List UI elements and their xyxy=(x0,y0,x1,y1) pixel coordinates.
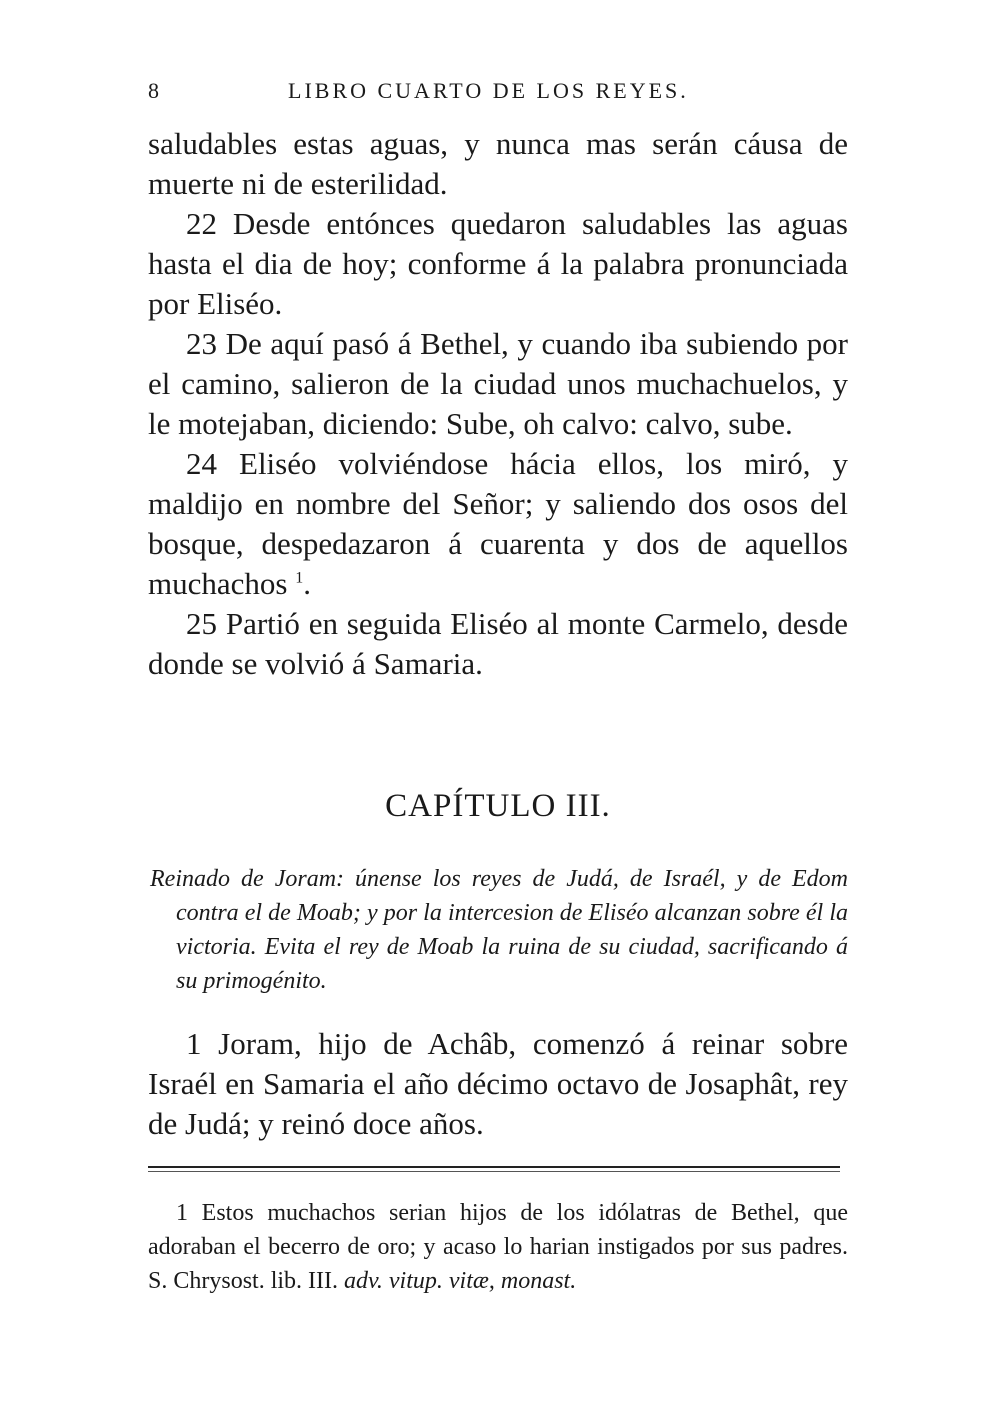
page-number: 8 xyxy=(148,78,161,103)
page-header xyxy=(148,78,848,112)
verse-24-text: 24 Eliséo volviéndose hácia ellos, los miró, y maldijo en nombre del Señor; y saliendo dos osos del bosque, despedazaron á cuarenta y dos de aquellos muchachos xyxy=(148,446,848,601)
footnote-text: 1 Estos muchachos serian hijos de los idólatras de Bethel, que adoraban el becerro de oro; y acaso lo harian instigados por sus padres. S. Chrysost. lib. III. xyxy=(148,1200,848,1294)
main-text xyxy=(148,124,848,684)
footnote-italic-reference: adv. vitup. vitæ, monast. xyxy=(344,1268,577,1294)
continued-paragraph: saludables estas aguas, y nunca mas serán cáusa de muerte ni de esterilidad. xyxy=(148,126,848,201)
running-title: LIBRO CUARTO DE LOS REYES. xyxy=(288,78,689,103)
footnote-divider xyxy=(148,1166,840,1172)
footnote-reference: 1 xyxy=(295,569,304,587)
verse-24-end: . xyxy=(303,566,311,601)
verse-25: 25 Partió en seguida Eliséo al monte Carmelo, desde donde se volvió á Samaria. xyxy=(148,606,848,681)
verse-24 xyxy=(148,444,848,604)
verse-23: 23 De aquí pasó á Bethel, y cuando iba subiendo por el camino, salieron de la ciudad unos muchachuelos, y le motejaban, diciendo: Sube, oh calvo: calvo, sube. xyxy=(148,326,848,441)
footnote xyxy=(148,1196,848,1298)
chapter-summary xyxy=(150,862,848,998)
chapter-verse-1: 1 Joram, hijo de Achâb, comenzó á reinar sobre Israél en Samaria el año décimo octavo de Josaphât, rey de Judá; y reinó doce años. xyxy=(148,1026,848,1141)
chapter-verses xyxy=(148,1024,848,1144)
chapter-summary-text: Reinado de Joram: únense los reyes de Judá, de Israél, y de Edom contra el de Moab; y por la intercesion de Eliséo alcanzan sobre él la victoria. Evita el rey de Moab la ruina de su ciudad, sacrificando á su primogénito. xyxy=(150,866,848,994)
verse-22: 22 Desde entónces quedaron saludables las aguas hasta el dia de hoy; conforme á la palabra pronunciada por Eliséo. xyxy=(148,206,848,321)
chapter-title: CAPÍTULO III. xyxy=(385,788,611,824)
